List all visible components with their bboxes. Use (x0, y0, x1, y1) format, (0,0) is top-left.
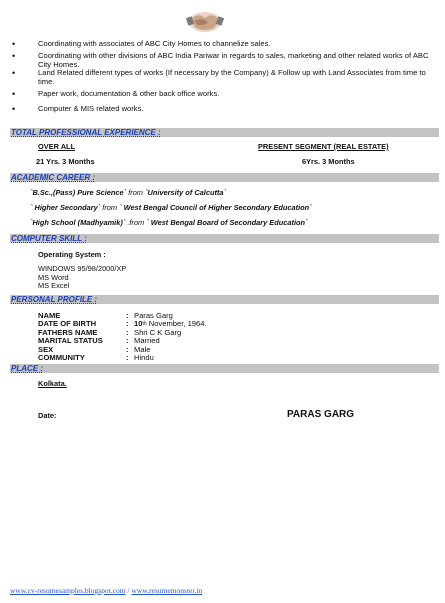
table-row: FATHERS NAME : Shri C K Garg (38, 327, 182, 337)
list-item: WINDOWS 95/98/2000/XP (38, 264, 127, 273)
date-label: Date: (38, 411, 57, 420)
bullet-icon: • (12, 68, 16, 78)
list-item: • Coordinating with other divisions of ABC India Pariwar in regards to sales, marketing and other related works of ABC City Homes. (12, 51, 429, 69)
responsibility-list (0, 40, 438, 117)
table-row: COMMUNITY : Hindu (38, 353, 154, 363)
os-heading: Operating System : (38, 250, 106, 259)
table-row: NAME : Paras Garg (38, 311, 173, 320)
section-header-computer: COMPUTER SKILL : (10, 234, 439, 243)
personal-profile-table (38, 312, 207, 362)
footer-link-blog[interactable]: www.cv-resumesamples.blogspot.com (10, 586, 126, 595)
place-value: Kolkata. (38, 379, 67, 388)
section-header-place: PLACE : (10, 364, 439, 373)
overall-label: OVER ALL (38, 142, 76, 151)
bullet-icon: • (12, 89, 16, 99)
table-row: DATE OF BIRTH : 10th November, 1964. (38, 319, 207, 329)
handshake-icon (186, 6, 224, 36)
signature-name: PARAS GARG (287, 409, 355, 420)
academic-row: ` Higher Secondary` from ` West Bengal Council of Higher Secondary Education` (30, 203, 312, 212)
list-item: • Computer & MIS related works. (12, 104, 144, 114)
list-item: MS Word (38, 272, 69, 282)
section-header-experience: TOTAL PROFESSIONAL EXPERIENCE : (10, 128, 439, 137)
list-item: • Land Related different types of works (If necessary by the Company) & Follow up with Land Associates from time to time. (12, 68, 426, 86)
list-item: MS Excel (38, 281, 70, 291)
list-item: • Coordinating with associates of ABC City Homes to channelize sales. (12, 39, 271, 49)
table-row: SEX : Male (38, 344, 151, 354)
bullet-icon: • (12, 104, 16, 114)
present-segment-value: 6Yrs. 3 Months (302, 157, 355, 166)
present-segment-label: PRESENT SEGMENT (REAL ESTATE) (258, 142, 389, 151)
academic-row: `B.Sc.,(Pass) Pure Science` from `University of Calcutta` (30, 188, 226, 197)
overall-value: 21 Yrs. 3 Months (36, 157, 95, 166)
skill-list (38, 265, 126, 291)
bullet-icon: • (12, 51, 16, 61)
section-header-academic: ACADEMIC CAREER : (10, 173, 439, 182)
bullet-icon: • (12, 39, 16, 49)
footer-links: www.cv-resumesamples.blogspot.com / www.resumemonster.in (10, 586, 203, 595)
list-item: • Paper work, documentation & other back office works. (12, 89, 220, 99)
footer-link-site[interactable]: www.resumemonster.in (131, 586, 203, 595)
table-row: MARITAL STATUS : Married (38, 336, 160, 346)
academic-row: `High School (Madhyamik)` .from ` West Bengal Board of Secondary Education` (30, 218, 308, 227)
section-header-personal: PERSONAL PROFILE : (10, 295, 439, 304)
